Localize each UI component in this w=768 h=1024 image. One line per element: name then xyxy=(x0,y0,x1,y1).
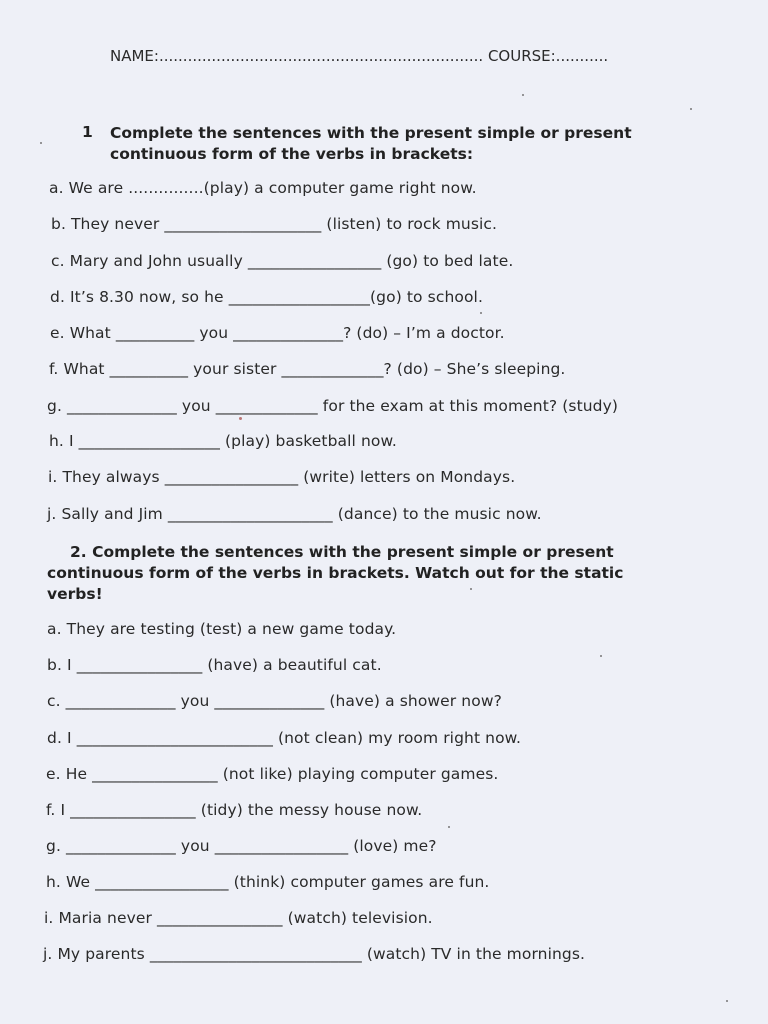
section1-heading-line2: continuous form of the verbs in brackets: xyxy=(110,145,474,163)
scan-dot xyxy=(600,655,602,657)
section1-item-c: c. Mary and John usually _________________ (go) to bed late. xyxy=(51,252,514,270)
section2-item-d: d. I _________________________ (not clean) my room right now. xyxy=(47,729,522,747)
scan-dot xyxy=(522,94,524,96)
section2-item-b: b. I ________________ (have) a beautiful cat. xyxy=(47,656,382,674)
section1-number: 1 xyxy=(82,123,93,141)
section1-heading-line1: Complete the sentences with the present simple or present xyxy=(110,124,632,142)
section2-heading-line1: 2. Complete the sentences with the present simple or present xyxy=(70,543,614,561)
section2-item-a: a. They are testing (test) a new game today. xyxy=(47,620,397,638)
section1-item-d: d. It’s 8.30 now, so he __________________(go) to school. xyxy=(50,288,483,306)
scan-dot xyxy=(480,312,482,314)
section1-item-g: g. ______________ you _____________ for the exam at this moment? (study) xyxy=(47,397,619,415)
section2-item-c: c. ______________ you ______________ (have) a shower now? xyxy=(47,692,502,710)
section1-item-f: f. What __________ your sister _____________? (do) – She’s sleeping. xyxy=(49,360,566,378)
section2-heading-line3: verbs! xyxy=(47,585,103,603)
section1-item-j: j. Sally and Jim _____________________ (dance) to the music now. xyxy=(47,505,542,523)
section1-item-i: i. They always _________________ (write) letters on Mondays. xyxy=(48,468,516,486)
section2-item-j: j. My parents ___________________________ (watch) TV in the mornings. xyxy=(43,945,586,963)
section2-item-f: f. I ________________ (tidy) the messy house now. xyxy=(46,801,423,819)
scan-dot xyxy=(726,1000,728,1002)
name-course-line: NAME:.................................................................... COURSE:........... xyxy=(110,47,609,65)
scan-dot xyxy=(470,588,472,590)
section2-item-e: e. He ________________ (not like) playing computer games. xyxy=(46,765,499,783)
section2-item-g: g. ______________ you _________________ (love) me? xyxy=(46,837,437,855)
section2-heading-line2: continuous form of the verbs in brackets. Watch out for the static xyxy=(47,564,624,582)
section1-item-e: e. What __________ you ______________? (do) – I’m a doctor. xyxy=(50,324,505,342)
scan-dot xyxy=(448,826,450,828)
section2-item-i: i. Maria never ________________ (watch) television. xyxy=(44,909,433,927)
section1-item-a: a. We are ...............(play) a computer game right now. xyxy=(49,179,477,197)
scan-speck xyxy=(239,417,242,420)
section1-item-b: b. They never ____________________ (listen) to rock music. xyxy=(51,215,498,233)
section1-item-h: h. I __________________ (play) basketball now. xyxy=(49,432,397,450)
scan-dot xyxy=(690,108,692,110)
scan-dot xyxy=(40,142,42,144)
section2-item-h: h. We _________________ (think) computer games are fun. xyxy=(46,873,490,891)
